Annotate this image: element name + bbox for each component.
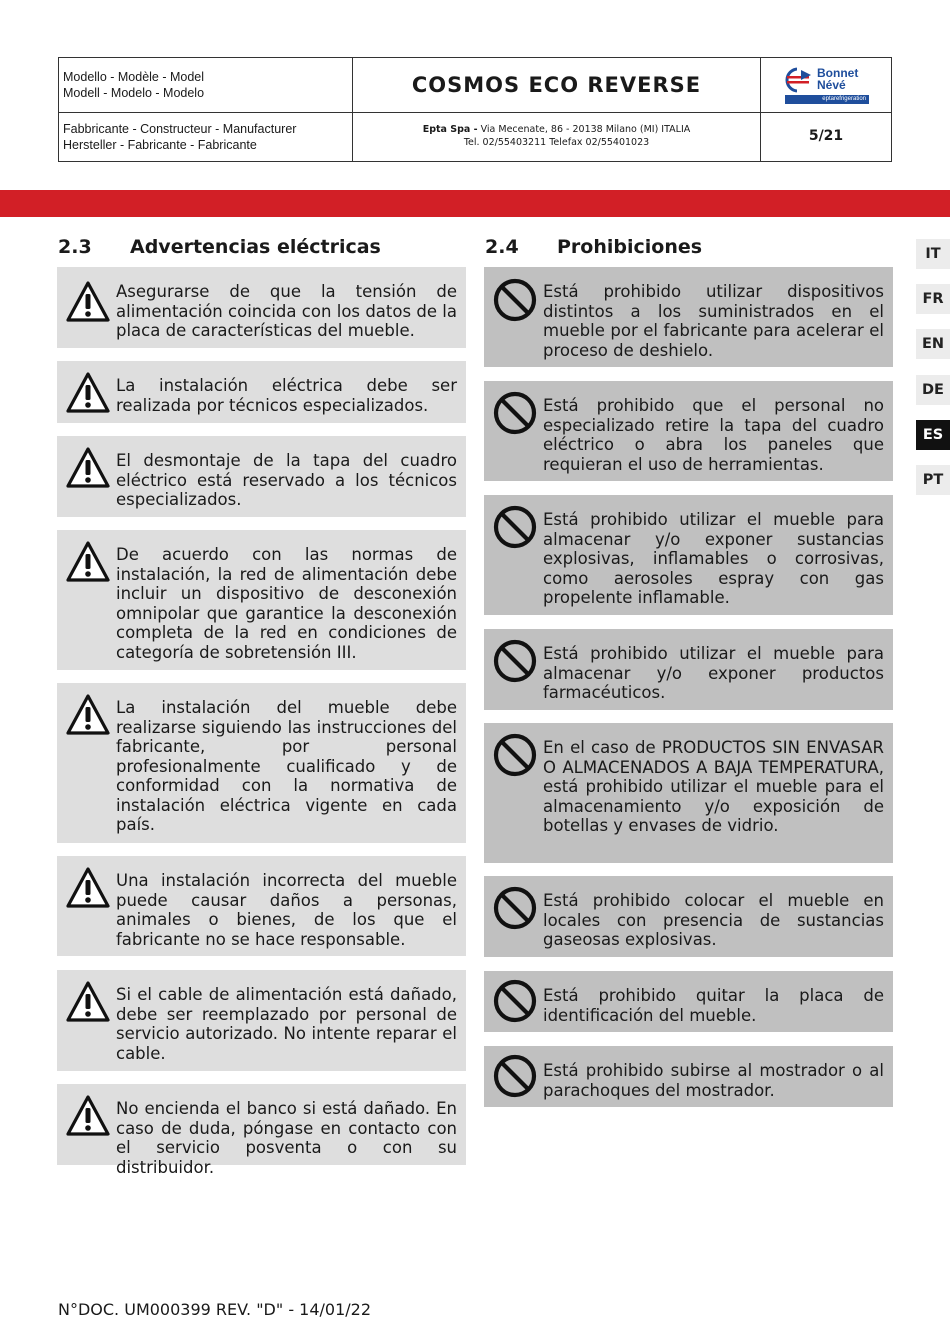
section-heading-warnings: [58, 234, 381, 260]
lang-tab-fr[interactable]: FR: [916, 284, 950, 314]
model-title-cell: [353, 58, 761, 112]
prohibited-icon: [492, 978, 538, 1024]
lang-tab-de[interactable]: DE: [916, 375, 950, 405]
prohibited-icon: [492, 885, 538, 931]
lang-tab-es[interactable]: ES: [916, 420, 950, 450]
warning-triangle-icon: [65, 445, 111, 491]
prohibition-text: Está prohibido colocar el mueble en locales con presencia de sustancias gaseosas explosivas.: [543, 891, 884, 949]
model-label-line1: Modello - Modèle - Model: [63, 70, 205, 84]
prohibited-icon: [492, 277, 538, 323]
model-label: [59, 58, 353, 112]
prohibition-box: [484, 971, 893, 1032]
model-title: COSMOS ECO REVERSE: [411, 73, 702, 97]
manufacturer-label: [59, 112, 353, 161]
header-row-manufacturer: [59, 112, 891, 161]
warning-box: [57, 856, 466, 956]
warning-text: La instalación del mueble debe realizarse siguiendo las instrucciones del fabricante, por personal profesionalmente cualificado y de conformidad con la normativa de instalación eléctrica vigente en cada país.: [116, 698, 457, 834]
prohibition-box: [484, 723, 893, 863]
logo-text-neve: Névé: [817, 78, 846, 92]
lang-tab-pt[interactable]: PT: [916, 465, 950, 495]
warning-text: De acuerdo con las normas de instalación, la red de alimentación debe incluir un dispositivo de desconexión omnipolar que garantice la desconexión completa de la red en condiciones de categoría de sobretensión III.: [116, 545, 457, 662]
warning-box: [57, 530, 466, 670]
prohibited-icon: [492, 732, 538, 778]
red-divider-band: [0, 190, 950, 217]
prohibition-text: Está prohibido utilizar dispositivos distintos a los suministrados en el mueble por el fabricante para acelerar el proceso de deshielo.: [543, 282, 884, 360]
prohibition-text: Está prohibido que el personal no especializado retire la tapa del cuadro eléctrico o abra los paneles que requieran el uso de herramientas.: [543, 396, 884, 474]
logo-cell: [761, 58, 891, 112]
warning-text: Si el cable de alimentación está dañado, debe ser reemplazado por personal de servicio autorizado. No intente reparar el cable.: [116, 985, 457, 1063]
company-address: Via Mecenate, 86 - 20138 Milano (MI) ITALIA: [477, 124, 691, 135]
logo-tagline: eptarefrigeration: [785, 95, 869, 104]
lang-tab-it[interactable]: IT: [916, 239, 950, 269]
company-name: Epta Spa -: [422, 124, 478, 135]
warning-text: No encienda el banco si está dañado. En caso de duda, póngase en contacto con el servicio posventa o con su distribuidor.: [116, 1099, 457, 1177]
section-title: Prohibiciones: [557, 236, 703, 258]
manufacturer-label-line2: Hersteller - Fabricante - Fabricante: [63, 138, 257, 152]
section-heading-prohibitions: [485, 234, 702, 260]
prohibited-icon: [492, 390, 538, 436]
prohibition-box: [484, 876, 893, 957]
prohibited-icon: [492, 504, 538, 550]
warning-box: [57, 1084, 466, 1177]
warning-box: [57, 970, 466, 1071]
warning-text: La instalación eléctrica debe ser realizada por técnicos especializados.: [116, 376, 457, 415]
warning-triangle-icon: [65, 539, 111, 585]
warning-triangle-icon: [65, 279, 111, 325]
euro-logo-icon: [783, 66, 817, 96]
warning-triangle-icon: [65, 692, 111, 738]
warning-text: Asegurarse de que la tensión de alimentación coincida con los datos de la placa de características del mueble.: [116, 282, 457, 340]
header-row-model: [59, 58, 891, 113]
document-header: [58, 57, 892, 162]
section-title: Advertencias eléctricas: [130, 236, 381, 258]
page-number: 5/21: [808, 128, 844, 144]
model-label-line2: Modell - Modelo - Modelo: [63, 86, 205, 100]
prohibition-text: Está prohibido utilizar el mueble para almacenar y/o exponer productos farmacéuticos.: [543, 644, 884, 702]
document-reference: N°DOC. UM000399 REV. "D" - 14/01/22: [58, 1300, 372, 1319]
page-number-cell: [761, 112, 891, 161]
logo-text-bonnet: Bonnet: [817, 66, 859, 80]
warning-box: [57, 683, 466, 843]
company-phone: Tel. 02/55403211 Telefax 02/55401023: [463, 137, 650, 148]
section-number: 2.4: [485, 236, 519, 258]
warning-triangle-icon: [65, 370, 111, 416]
section-number: 2.3: [58, 236, 92, 258]
prohibition-box: [484, 629, 893, 710]
prohibition-text: Está prohibido subirse al mostrador o al parachoques del mostrador.: [543, 1061, 884, 1100]
warning-box: [57, 436, 466, 517]
warning-triangle-icon: [65, 1093, 111, 1139]
warning-text: Una instalación incorrecta del mueble puede causar daños a personas, animales o bienes, de los que el fabricante no se hace responsable.: [116, 871, 457, 949]
warning-triangle-icon: [65, 865, 111, 911]
prohibited-icon: [492, 1053, 538, 1099]
prohibition-text: Está prohibido utilizar el mueble para almacenar y/o exponer sustancias explosivas, inflamables o corrosivas, como aerosoles espray con gas propelente inflamable.: [543, 510, 884, 607]
manufacturer-label-line1: Fabbricante - Constructeur - Manufacturer: [63, 122, 297, 136]
warning-text: El desmontaje de la tapa del cuadro eléctrico está reservado a los técnicos especializados.: [116, 451, 457, 509]
manufacturer-info: [353, 112, 761, 161]
warning-box: [57, 267, 466, 348]
warning-box: [57, 361, 466, 423]
warning-triangle-icon: [65, 979, 111, 1025]
prohibition-box: [484, 495, 893, 615]
prohibition-text: Está prohibido quitar la placa de identificación del mueble.: [543, 986, 884, 1025]
prohibition-text: En el caso de PRODUCTOS SIN ENVASAR O ALMACENADOS A BAJA TEMPERATURA, está prohibido utilizar el mueble para el almacenamiento y/o exposición de botellas y envases de vidrio.: [543, 738, 884, 835]
lang-tab-en[interactable]: EN: [916, 329, 950, 359]
prohibition-box: [484, 1046, 893, 1107]
prohibition-box: [484, 381, 893, 481]
prohibited-icon: [492, 638, 538, 684]
bonnet-neve-logo: [783, 65, 873, 105]
prohibition-box: [484, 267, 893, 367]
